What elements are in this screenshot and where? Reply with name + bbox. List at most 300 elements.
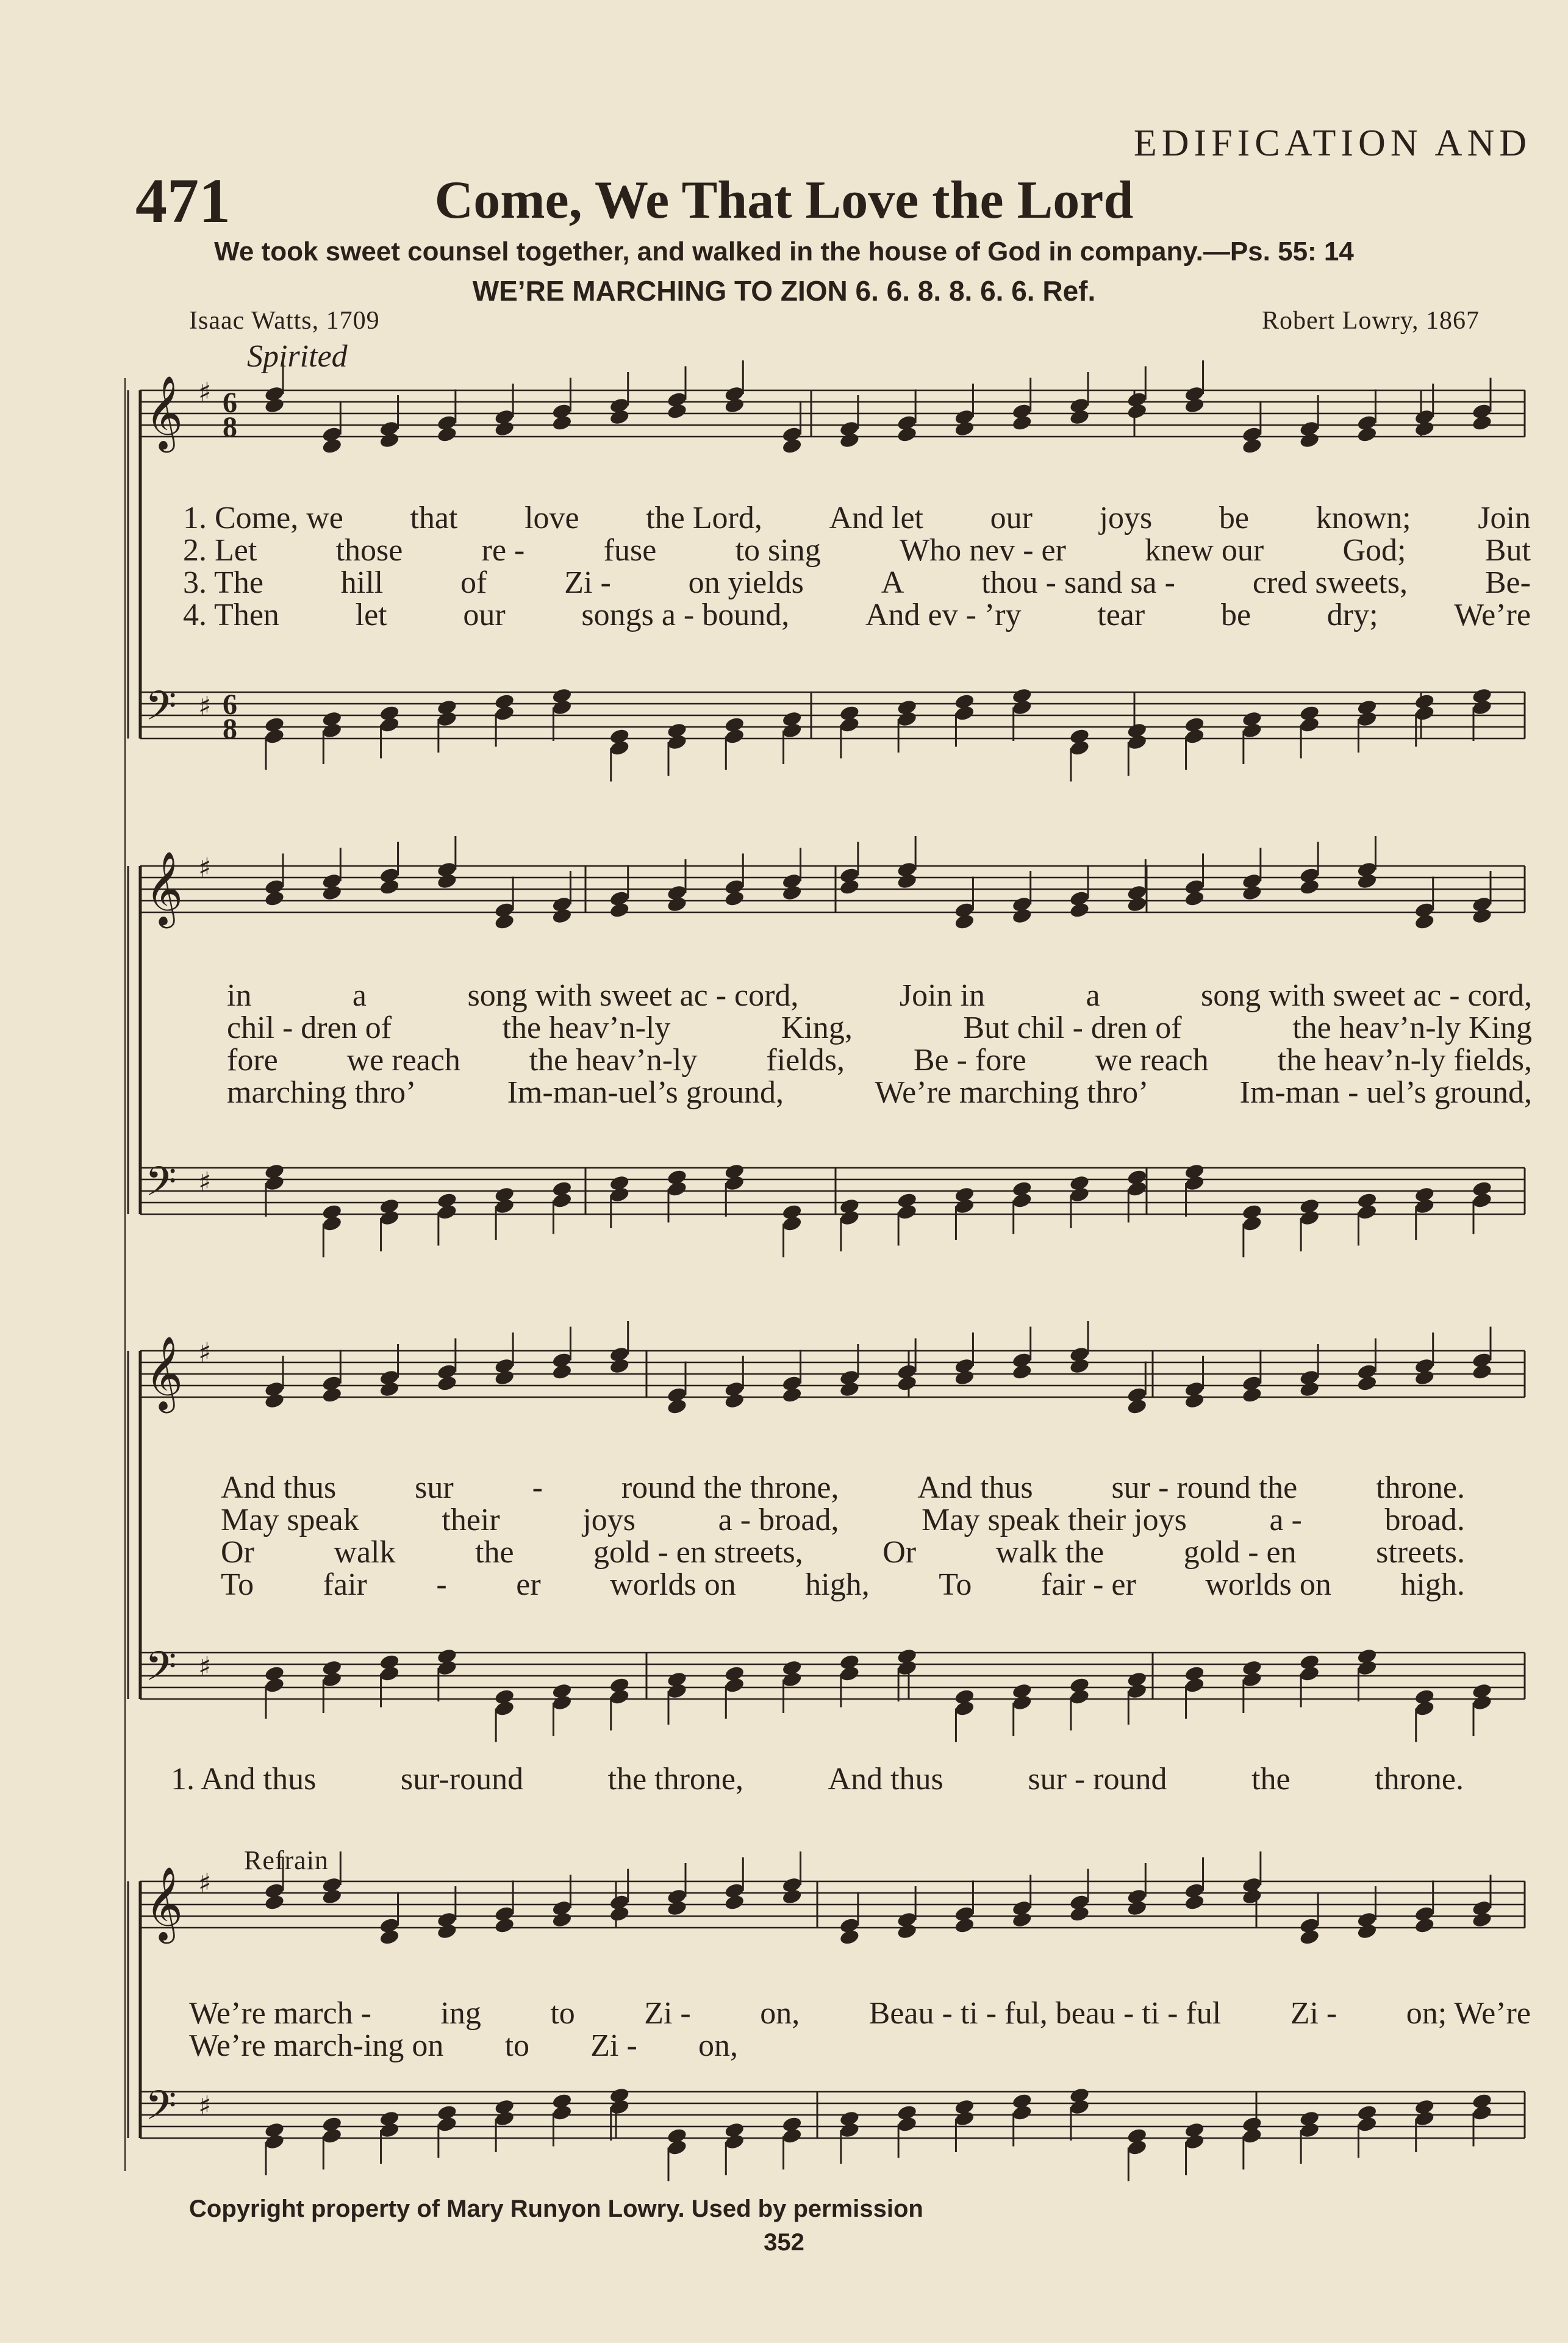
lyric-word: in — [227, 978, 252, 1013]
lyric-word: King, — [781, 1011, 853, 1045]
note-head — [1011, 1363, 1033, 1381]
lyric-word: And thus — [828, 1762, 943, 1797]
bass-clef-icon: 𝄢 — [145, 1643, 177, 1700]
note-head — [263, 396, 285, 414]
lyric-word: on, — [698, 2028, 738, 2063]
lyric-word: But — [1484, 533, 1531, 568]
note-head — [494, 1917, 515, 1934]
lyric-word: Im-man-uel’s ground, — [507, 1075, 784, 1110]
note-head — [321, 721, 343, 739]
note-head — [609, 1905, 630, 1923]
lyric-word: known; — [1316, 501, 1411, 535]
note-head — [1126, 402, 1148, 420]
note-head — [609, 408, 630, 426]
note-head — [436, 710, 457, 728]
note-head — [724, 728, 745, 745]
note-head — [839, 1209, 860, 1226]
note-head — [263, 1174, 285, 1192]
lyric-word: chil - dren of — [227, 1011, 392, 1045]
note-head — [436, 426, 457, 443]
note-head — [724, 2133, 745, 2150]
note-head — [1069, 1186, 1090, 1203]
lyric-word: our — [463, 598, 506, 632]
note-head — [1356, 426, 1378, 443]
lyric-word: And thus — [917, 1470, 1033, 1505]
note-head — [609, 1186, 630, 1203]
lyric-word: To — [221, 1567, 254, 1602]
lyric-word: worlds on — [610, 1567, 736, 1602]
lyric-word: joys — [582, 1503, 636, 1537]
note-head — [781, 437, 803, 455]
lyric-line — [221, 1502, 1465, 1537]
lyric-word: on yields — [688, 565, 804, 600]
bass-clef-icon: 𝄢 — [145, 682, 177, 739]
note-head — [551, 1192, 573, 1209]
lyric-word: fair - er — [1040, 1567, 1136, 1602]
note-head — [954, 704, 975, 722]
note-head — [666, 895, 687, 913]
note-head — [1356, 1375, 1378, 1392]
lyric-word: Or — [221, 1535, 254, 1570]
note-head — [494, 1368, 515, 1386]
note-head — [724, 1174, 745, 1192]
lyric-word: let — [355, 598, 387, 632]
lyric-word: - — [436, 1567, 447, 1602]
lyric-word: Zi - — [564, 565, 611, 600]
lyric-word: a - broad, — [718, 1503, 839, 1537]
note-head — [263, 2133, 285, 2150]
lyric-word: Join — [1478, 501, 1531, 535]
lyric-word: 1. Come, we — [183, 501, 343, 535]
lyric-line — [189, 2028, 738, 2063]
note-head — [1069, 901, 1090, 919]
note-head — [724, 1676, 745, 1694]
note-head — [321, 1887, 343, 1905]
note-head — [839, 2121, 860, 2139]
lyric-word: our — [990, 501, 1033, 535]
composer-credit: Robert Lowry, 1867 — [1261, 307, 1480, 335]
note-head — [1126, 1682, 1148, 1700]
note-head — [724, 1392, 745, 1409]
lyric-word: Be - fore — [913, 1043, 1026, 1078]
note-head — [781, 884, 803, 901]
note-head — [897, 1203, 918, 1221]
note-head — [666, 1180, 687, 1198]
note-head — [1471, 1363, 1492, 1381]
lyric-word: We’re march-ing on — [189, 2028, 444, 2063]
note-head — [379, 2121, 400, 2139]
note-head — [263, 728, 285, 745]
note-head — [1299, 1209, 1320, 1226]
lyric-word: Im-man - uel’s ground, — [1239, 1075, 1532, 1110]
note-head — [1241, 1887, 1262, 1905]
lyric-word: sur - round — [1028, 1762, 1167, 1797]
note-head — [1356, 1203, 1378, 1221]
sharp-icon: ♯ — [198, 853, 212, 884]
lyric-word: fore — [227, 1043, 278, 1078]
lyric-word: joys — [1099, 501, 1153, 535]
refrain-label: Refrain — [244, 1845, 329, 1875]
note-head — [1299, 2121, 1320, 2139]
lyric-word: Beau - ti - ful, beau - ti - ful — [868, 1996, 1222, 2031]
note-head — [1414, 704, 1435, 722]
lyric-word: thou - sand sa - — [981, 565, 1175, 600]
lyric-word: song with sweet ac - cord, — [1201, 978, 1532, 1013]
note-head — [551, 2104, 573, 2122]
lyric-word: Or — [882, 1535, 917, 1570]
note-head — [1299, 716, 1320, 734]
copyright-notice: Copyright property of Mary Runyon Lowry. Used by permission — [189, 2195, 923, 2222]
note-head — [1184, 396, 1205, 414]
note-head — [1299, 878, 1320, 896]
lyric-word: Be- — [1484, 565, 1531, 600]
note-head — [551, 1694, 573, 1711]
lyric-line — [221, 1567, 1465, 1602]
note-head — [839, 878, 860, 896]
note-head — [1471, 1911, 1492, 1928]
note-head — [609, 901, 630, 919]
note-head — [1126, 2139, 1148, 2156]
note-head — [263, 1676, 285, 1694]
note-head — [379, 1209, 400, 1226]
note-head — [1011, 1694, 1033, 1711]
note-head — [954, 1368, 975, 1386]
note-head — [551, 1363, 573, 1381]
lyric-word: May speak their joys — [922, 1503, 1187, 1537]
lyric-word: that — [410, 501, 458, 535]
note-head — [494, 1197, 515, 1215]
note-head — [897, 2116, 918, 2133]
lyric-word: fair — [323, 1567, 367, 1602]
note-head — [1471, 1694, 1492, 1711]
note-head — [1414, 1197, 1435, 1215]
lyric-line — [183, 532, 1531, 568]
note-head — [1471, 414, 1492, 432]
lyric-line — [183, 565, 1531, 600]
note-head — [1356, 710, 1378, 728]
note-head — [897, 1375, 918, 1392]
lyric-word: We’re march - — [189, 1996, 371, 2031]
note-head — [551, 1911, 573, 1928]
lyric-word: their — [442, 1503, 500, 1537]
lyric-word: 4. Then — [183, 598, 279, 632]
sharp-icon: ♯ — [198, 1337, 212, 1368]
lyric-word: the heav’n-ly — [529, 1043, 698, 1078]
note-head — [379, 878, 400, 896]
note-head — [609, 1688, 630, 1706]
note-head — [897, 872, 918, 890]
lyric-word: streets. — [1376, 1535, 1465, 1570]
lyric-word: But chil - dren of — [963, 1011, 1182, 1045]
lyric-word: broad. — [1384, 1503, 1465, 1537]
note-head — [1414, 2109, 1435, 2127]
sharp-icon: ♯ — [198, 1651, 212, 1683]
note-head — [609, 739, 630, 757]
lyric-word: fields, — [766, 1043, 845, 1078]
note-head — [1356, 2116, 1378, 2133]
note-head — [1184, 1174, 1205, 1192]
note-head — [379, 716, 400, 734]
lyric-word: the — [1251, 1762, 1291, 1797]
lyric-word: Zi - — [590, 2028, 637, 2063]
lyric-word: the heav’n-ly fields, — [1277, 1043, 1532, 1078]
lyric-line — [183, 597, 1531, 632]
note-head — [724, 890, 745, 907]
note-head — [494, 704, 515, 722]
note-head — [1471, 2104, 1492, 2122]
note-head — [897, 1922, 918, 1940]
lyric-word: song with sweet ac - cord, — [467, 978, 799, 1013]
note-head — [666, 402, 687, 420]
note-head — [494, 2109, 515, 2127]
note-head — [1471, 1192, 1492, 1209]
sharp-icon: ♯ — [198, 2091, 212, 2122]
note-head — [609, 1357, 630, 1375]
lyric-word: the heav’n-ly — [502, 1011, 671, 1045]
note-head — [1356, 1922, 1378, 1940]
lyric-word: we reach — [346, 1043, 460, 1078]
note-head — [321, 1386, 343, 1404]
note-head — [781, 1386, 803, 1404]
note-head — [1414, 420, 1435, 437]
note-head — [1241, 721, 1262, 739]
treble-clef-icon: 𝄞 — [145, 851, 184, 925]
note-head — [1126, 895, 1148, 913]
lyric-word: gold - en — [1183, 1535, 1297, 1570]
note-head — [436, 1375, 457, 1392]
lyric-word: throne. — [1375, 1762, 1464, 1797]
lyric-word: We’re — [1454, 598, 1531, 632]
lyric-word: the throne, — [607, 1762, 743, 1797]
sharp-icon: ♯ — [198, 691, 212, 722]
lyric-word: those — [335, 533, 403, 568]
lyric-word: hill — [340, 565, 384, 600]
note-head — [1241, 437, 1262, 455]
note-head — [781, 721, 803, 739]
note-head — [551, 698, 573, 716]
note-head — [436, 1659, 457, 1676]
note-head — [839, 1928, 860, 1946]
lyric-word: Zi - — [1290, 1996, 1337, 2031]
lyric-word: marching thro’ — [227, 1075, 417, 1110]
note-head — [1184, 728, 1205, 745]
lyric-word: throne. — [1376, 1470, 1465, 1505]
note-head — [954, 1917, 975, 1934]
note-head — [1126, 1899, 1148, 1917]
note-head — [436, 1922, 457, 1940]
note-head — [1069, 2098, 1090, 2116]
note-head — [1184, 890, 1205, 907]
lyric-line — [227, 1010, 1532, 1045]
note-head — [1011, 414, 1033, 432]
note-head — [379, 1380, 400, 1398]
lyric-word: of — [460, 565, 487, 600]
note-head — [666, 1682, 687, 1700]
lyric-word: songs a - bound, — [581, 598, 790, 632]
note-head — [954, 913, 975, 931]
note-head — [1011, 2104, 1033, 2122]
note-head — [1126, 1398, 1148, 1415]
note-head — [1356, 872, 1378, 890]
lyric-word: May speak — [221, 1503, 359, 1537]
lyric-word: er — [516, 1567, 541, 1602]
note-head — [1011, 1911, 1033, 1928]
lyric-word: round the throne, — [621, 1470, 839, 1505]
lyric-word: high. — [1400, 1567, 1465, 1602]
lyric-word: worlds on — [1205, 1567, 1331, 1602]
note-head — [436, 2116, 457, 2133]
bass-clef-icon: 𝄢 — [145, 2082, 177, 2139]
note-head — [781, 1887, 803, 1905]
hymn-title: Come, We That Love the Lord — [434, 171, 1134, 230]
lyric-line — [221, 1534, 1465, 1570]
lyric-word: - — [532, 1470, 543, 1505]
lyric-word: to — [504, 2028, 530, 2063]
treble-clef-icon: 𝄞 — [145, 1866, 184, 1941]
lyric-word: We’re marching thro’ — [875, 1075, 1149, 1110]
note-head — [263, 1392, 285, 1409]
note-head — [379, 1665, 400, 1683]
lyric-line — [183, 500, 1531, 535]
note-head — [494, 420, 515, 437]
note-head — [781, 2127, 803, 2145]
lyric-word: we reach — [1095, 1043, 1209, 1078]
bass-clef-icon: 𝄢 — [145, 1158, 177, 1215]
note-head — [724, 396, 745, 414]
lyric-word: a - — [1269, 1503, 1302, 1537]
note-head — [1299, 1380, 1320, 1398]
sharp-icon: ♯ — [198, 377, 212, 408]
lyric-word: Zi - — [644, 1996, 691, 2031]
note-head — [1241, 2127, 1262, 2145]
lyric-word: walk the — [995, 1535, 1104, 1570]
lyric-word: dry; — [1326, 598, 1378, 632]
lyric-word: on; We’re — [1406, 1996, 1531, 2031]
note-head — [1241, 1215, 1262, 1232]
note-head — [494, 1700, 515, 1717]
note-head — [897, 1659, 918, 1676]
note-head — [551, 907, 573, 925]
note-head — [1126, 1180, 1148, 1198]
lyric-word: re - — [481, 533, 525, 568]
lyric-word: sur-round — [400, 1762, 524, 1797]
note-head — [666, 2139, 687, 2156]
note-head — [1069, 408, 1090, 426]
note-head — [1414, 1700, 1435, 1717]
note-head — [954, 2109, 975, 2127]
note-head — [1184, 2133, 1205, 2150]
lyric-word: tear — [1097, 598, 1145, 632]
note-head — [1184, 1894, 1205, 1911]
lyric-word: Who nev - er — [900, 533, 1066, 568]
lyric-word: the Lord, — [646, 501, 762, 535]
note-head — [1069, 1688, 1090, 1706]
tune-name: WE’RE MARCHING TO ZION 6. 6. 8. 8. 6. 6. Ref. — [472, 275, 1096, 307]
note-head — [1299, 1665, 1320, 1683]
lyric-line — [227, 1075, 1532, 1110]
lyric-word: gold - en streets, — [593, 1535, 803, 1570]
lyric-word: the — [475, 1535, 514, 1570]
lyric-word: To — [939, 1567, 972, 1602]
lyric-word: 3. The — [183, 565, 263, 600]
note-head — [551, 414, 573, 432]
note-head — [436, 1203, 457, 1221]
lyric-word: cred sweets, — [1252, 565, 1408, 600]
lyric-word: knew our — [1145, 533, 1264, 568]
note-head — [1299, 1928, 1320, 1946]
note-head — [1471, 907, 1492, 925]
lyric-word: And let — [829, 501, 923, 535]
note-head — [1011, 1192, 1033, 1209]
note-head — [321, 1670, 343, 1688]
lyric-word: walk — [334, 1535, 396, 1570]
note-head — [1184, 1392, 1205, 1409]
tempo-marking: Spirited — [247, 339, 348, 374]
time-signature: 8 — [223, 713, 237, 745]
note-head — [897, 426, 918, 443]
note-head — [379, 1928, 400, 1946]
note-head — [954, 420, 975, 437]
lyric-word: 1. And thus — [171, 1762, 317, 1797]
note-head — [1241, 1386, 1262, 1404]
note-head — [839, 431, 860, 449]
note-head — [839, 716, 860, 734]
note-head — [321, 1215, 343, 1232]
sharp-icon: ♯ — [198, 1868, 212, 1899]
note-head — [1356, 1659, 1378, 1676]
note-head — [436, 872, 457, 890]
lyric-word: ing — [440, 1996, 481, 2031]
note-head — [1069, 1357, 1090, 1375]
lyric-line — [221, 1470, 1465, 1505]
note-head — [1241, 884, 1262, 901]
note-head — [839, 1380, 860, 1398]
lyric-word: A — [881, 565, 904, 600]
lyric-line — [227, 1042, 1532, 1078]
note-head — [1414, 913, 1435, 931]
note-head — [1414, 1368, 1435, 1386]
bass-lyric-line — [171, 1761, 1464, 1797]
note-head — [954, 1700, 975, 1717]
note-head — [321, 2127, 343, 2145]
note-head — [897, 710, 918, 728]
lyric-word: Join in — [899, 978, 985, 1013]
section-heading: EDIFICATION AND — [1133, 123, 1531, 164]
note-head — [1069, 739, 1090, 757]
note-head — [1069, 1905, 1090, 1923]
note-head — [724, 1894, 745, 1911]
author-credit: Isaac Watts, 1709 — [189, 307, 380, 335]
note-head — [781, 1215, 803, 1232]
note-head — [321, 437, 343, 455]
lyric-word: the heav’n-ly King — [1292, 1011, 1532, 1045]
note-head — [1241, 1670, 1262, 1688]
note-head — [954, 1197, 975, 1215]
time-signature: 6 — [223, 387, 237, 419]
treble-clef-icon: 𝄞 — [145, 375, 184, 449]
note-head — [1126, 733, 1148, 751]
lyric-word: And ev - ’ry — [865, 598, 1022, 632]
time-signature: 8 — [223, 411, 237, 443]
lyric-word: high, — [805, 1567, 870, 1602]
note-head — [1414, 1917, 1435, 1934]
note-head — [1471, 698, 1492, 716]
lyric-word: 2. Let — [183, 533, 257, 568]
lyric-word: be — [1219, 501, 1249, 535]
note-head — [263, 1894, 285, 1911]
note-head — [666, 1899, 687, 1917]
time-signature: 6 — [223, 689, 237, 721]
